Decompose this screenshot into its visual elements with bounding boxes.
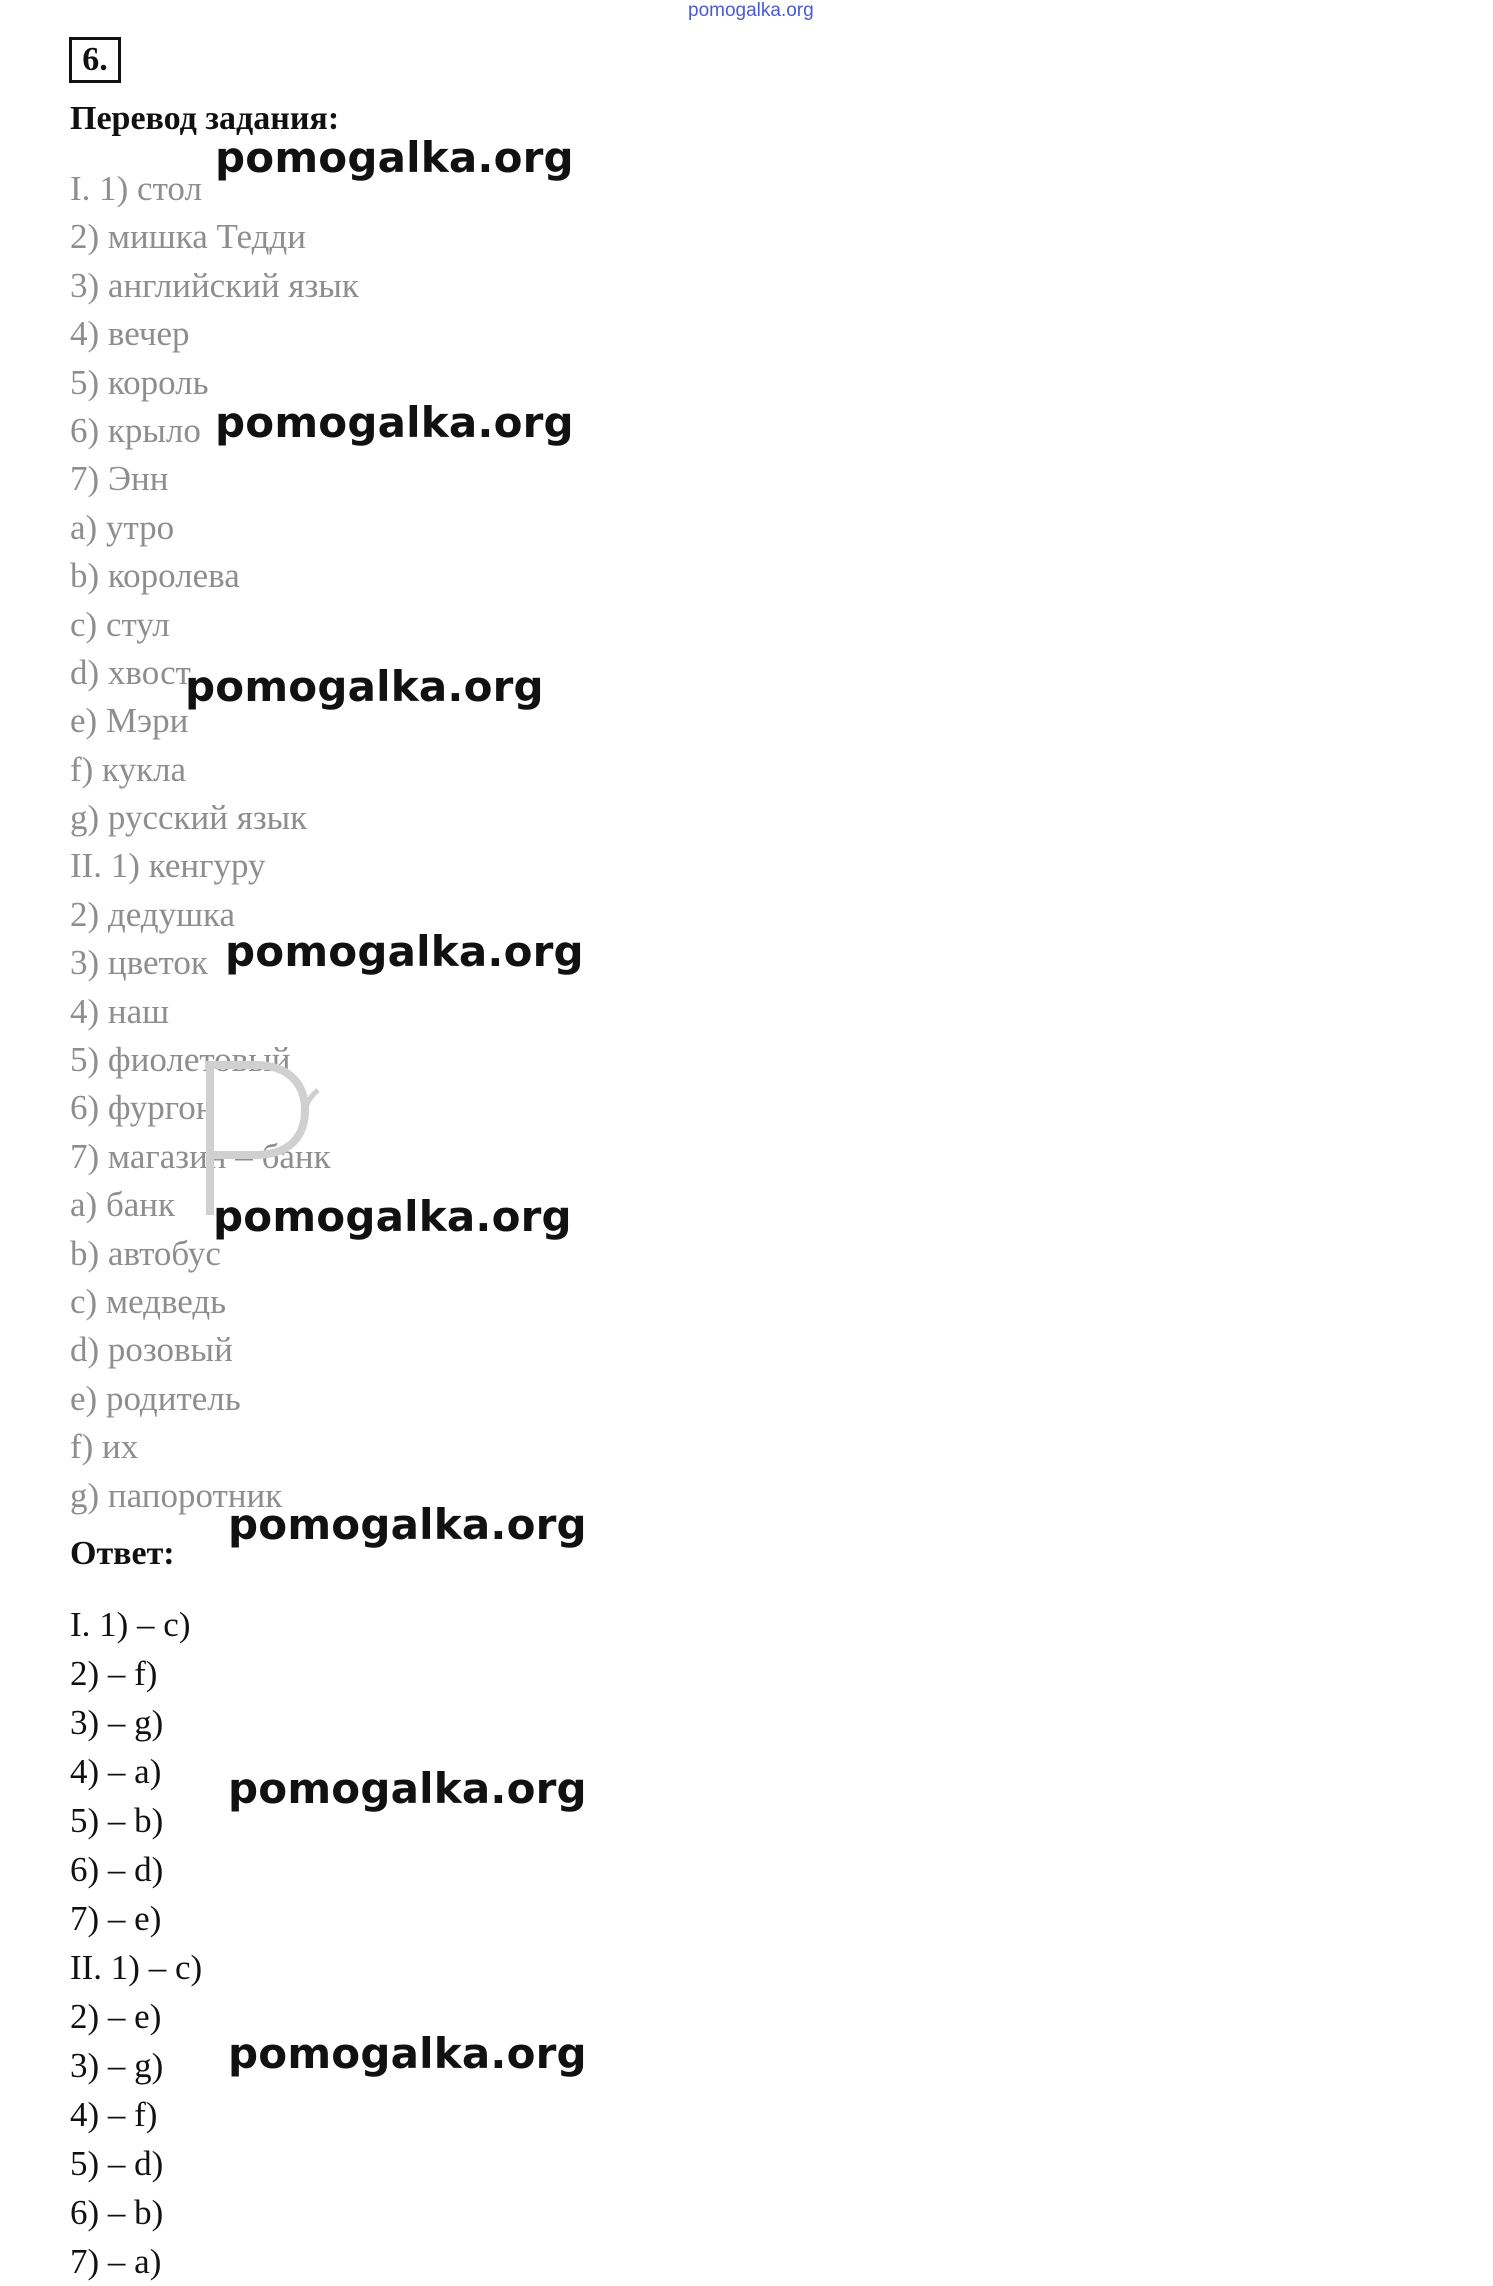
watermark: pomogalka.org <box>228 1764 587 1813</box>
list-item: g) папоротник <box>70 1475 283 1515</box>
translation-list <box>70 165 359 1520</box>
list-item: a) банк <box>70 1185 176 1225</box>
list-item: 4) – a) <box>70 1752 162 1791</box>
list-item: 2) – f) <box>70 1654 158 1693</box>
list-item: II. 1) – c) <box>70 1948 203 1987</box>
list-item: e) родитель <box>70 1378 241 1418</box>
list-item: 6) крыло <box>70 410 201 450</box>
answer-heading: Ответ: <box>70 1535 175 1572</box>
list-item: 3) цветок <box>70 943 208 983</box>
list-item: d) хвост <box>70 652 191 692</box>
list-item: b) королева <box>70 556 240 596</box>
site-label: pomogalka.org <box>688 0 814 21</box>
list-item: 2) мишка Тедди <box>70 217 306 257</box>
watermark: pomogalka.org <box>228 1500 587 1549</box>
task-number-badge: 6. <box>69 37 121 83</box>
list-item: 5) – d) <box>70 2144 164 2183</box>
watermark: pomogalka.org <box>185 662 544 711</box>
list-item: 5) король <box>70 362 209 402</box>
list-item: 6) – b) <box>70 2193 164 2232</box>
list-item: d) розовый <box>70 1330 233 1370</box>
list-item: c) медведь <box>70 1281 227 1321</box>
list-item: 4) вечер <box>70 314 190 354</box>
list-item: 3) – g) <box>70 2046 164 2085</box>
answer-list <box>70 1600 202 2286</box>
list-item: a) утро <box>70 507 175 547</box>
list-item: 2) – e) <box>70 1997 162 2036</box>
watermark: pomogalka.org <box>215 398 574 447</box>
list-item: c) стул <box>70 604 170 644</box>
list-item: II. 1) кенгуру <box>70 846 266 886</box>
list-item: 6) фургон <box>70 1088 215 1128</box>
list-item: 5) – b) <box>70 1801 164 1840</box>
list-item: 7) – e) <box>70 1899 162 1938</box>
list-item: 6) – d) <box>70 1850 164 1889</box>
list-item: f) кукла <box>70 749 187 789</box>
list-item: 3) английский язык <box>70 265 359 305</box>
list-item: 4) наш <box>70 991 170 1031</box>
list-item: I. 1) стол <box>70 169 202 208</box>
watermark: pomogalka.org <box>225 927 584 976</box>
watermark: pomogalka.org <box>213 1192 572 1241</box>
list-item: I. 1) – c) <box>70 1605 191 1644</box>
list-item: g) русский язык <box>70 798 308 838</box>
list-item: 5) фиолетовый <box>70 1040 291 1080</box>
list-item: 4) – f) <box>70 2095 158 2134</box>
list-item: 7) Энн <box>70 459 169 499</box>
list-item: e) Мэри <box>70 701 189 741</box>
list-item: b) автобус <box>70 1233 221 1273</box>
list-item: 7) – a) <box>70 2242 162 2281</box>
list-item: f) их <box>70 1427 139 1467</box>
watermark: pomogalka.org <box>228 2029 587 2078</box>
translation-heading: Перевод задания: <box>70 100 340 137</box>
watermark: pomogalka.org <box>215 133 574 182</box>
list-item: 3) – g) <box>70 1703 164 1742</box>
list-item: 7) магазин – банк <box>70 1136 331 1176</box>
list-item: 2) дедушка <box>70 894 236 934</box>
